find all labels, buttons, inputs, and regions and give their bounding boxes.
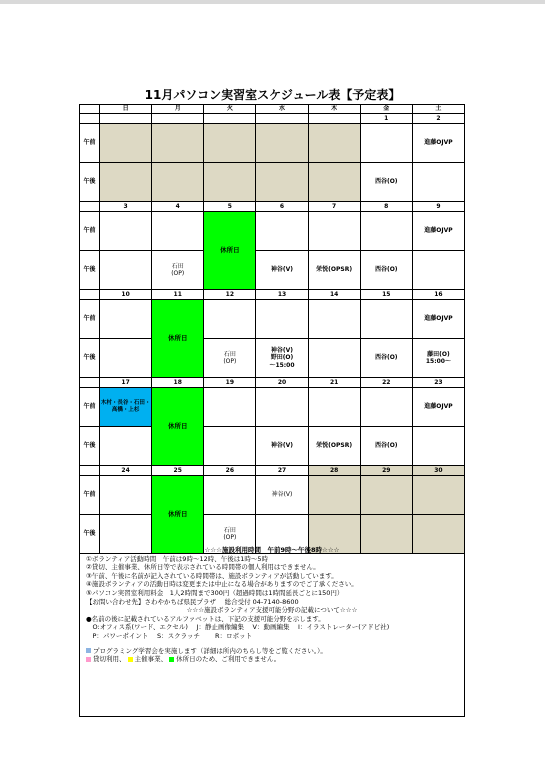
corner-cell	[80, 105, 100, 114]
date-number: 2	[412, 114, 464, 124]
schedule-cell-pm	[412, 163, 464, 202]
legend-yellow-square	[128, 657, 133, 662]
date-number: 10	[100, 290, 152, 300]
schedule-cell-am: 進藤OJVP	[412, 212, 464, 251]
weekday-tue: 火	[204, 105, 256, 114]
date-label-spacer	[80, 202, 100, 212]
am-label: 午前	[80, 300, 100, 339]
page-title: 11月パソコン実習室スケジュール表【予定表】	[144, 88, 401, 102]
schedule-cell-pm: 西谷(O)	[360, 251, 412, 290]
date-number: 12	[204, 290, 256, 300]
date-number: 5	[204, 202, 256, 212]
schedule-cell-am: 進藤OJVP	[412, 124, 464, 163]
date-number: 19	[204, 378, 256, 388]
schedule-cell-am	[256, 212, 308, 251]
schedule-cell-pm: 石田 (OP)	[204, 339, 256, 378]
holiday-cell: 休所日	[152, 476, 204, 554]
schedule-cell-am	[100, 300, 152, 339]
schedule-cell-pm	[100, 251, 152, 290]
schedule-cell-pm: 神谷(V)	[256, 427, 308, 466]
schedule-cell-am	[204, 388, 256, 427]
schedule-cell-pm	[412, 251, 464, 290]
legend-pink-square	[86, 657, 91, 662]
week-5-am-row	[80, 476, 465, 515]
schedule-cell-am	[308, 476, 360, 515]
schedule-cell-am: 進藤OJVP	[412, 388, 464, 427]
hours-heading: ☆☆☆施設利用時間 午前9時～午後8時☆☆☆	[204, 546, 340, 554]
weekday-wed: 水	[256, 105, 308, 114]
weekday-thu: 木	[308, 105, 360, 114]
schedule-cell-am	[204, 476, 256, 515]
holiday-cell: 休所日	[152, 300, 204, 378]
date-number: 15	[360, 290, 412, 300]
schedule-cell-am	[100, 212, 152, 251]
pm-label: 午後	[80, 163, 100, 202]
date-number: 26	[204, 466, 256, 476]
schedule-cell-am	[204, 124, 256, 163]
info-line-5: ⑤パソコン実習室利用料金 1人2時間まで300円（超過時間は1時間延長ごとに150円）	[86, 588, 344, 597]
week-1-pm-row	[80, 163, 465, 202]
schedule-cell-am: 神谷(V)	[256, 476, 308, 515]
support-line-3: P：パワーポイント S：スクラッチ R：ロボット	[86, 631, 253, 640]
schedule-cell-pm	[308, 339, 360, 378]
legend-line-2	[80, 655, 464, 664]
am-label: 午前	[80, 212, 100, 251]
date-number: 24	[100, 466, 152, 476]
legend-blue-square	[86, 648, 91, 653]
date-number: 30	[412, 466, 464, 476]
week-3-date-row	[80, 290, 465, 300]
date-label-spacer	[80, 466, 100, 476]
date-number: 11	[152, 290, 204, 300]
schedule-cell-pm: 神谷(V)	[256, 251, 308, 290]
schedule-cell-am	[256, 388, 308, 427]
schedule-cell-am	[360, 388, 412, 427]
weekday-fri: 金	[360, 105, 412, 114]
date-number: 17	[100, 378, 152, 388]
schedule-cell-pm: 藤田(O) 15:00～	[412, 339, 464, 378]
schedule-cell-am	[308, 388, 360, 427]
schedule-cell-am: 進藤OJVP	[412, 300, 464, 339]
am-label: 午前	[80, 124, 100, 163]
date-number: 23	[412, 378, 464, 388]
week-3-am-row	[80, 300, 465, 339]
week-4-pm-row	[80, 427, 465, 466]
schedule-cell-am: 木村・長谷・石田・高橋・上杉	[100, 388, 152, 427]
weekday-sun: 日	[100, 105, 152, 114]
legend-text-1: プログラミング学習会を実施します（詳細は所内のちらし等をご覧ください。）。	[93, 646, 327, 655]
info-line-3: ③午前、午後に名前が記入されている時間帯は、施設ボランティアが活動しています。	[86, 571, 338, 580]
schedule-cell-pm	[152, 163, 204, 202]
schedule-cell-am	[100, 476, 152, 515]
schedule-cell-pm: 神谷(V) 野田(O) ～15:00	[256, 339, 308, 378]
week-5-date-row	[80, 466, 465, 476]
schedule-cell-pm: 栄悦(OPSR)	[308, 427, 360, 466]
legend-green-square	[169, 657, 174, 662]
schedule-cell-pm: 西谷(O)	[360, 163, 412, 202]
schedule-cell-am	[360, 124, 412, 163]
pm-label: 午後	[80, 515, 100, 554]
date-number	[100, 114, 152, 124]
weekday-sat: 土	[412, 105, 464, 114]
holiday-cell: 休所日	[152, 388, 204, 466]
week-2-pm-row	[80, 251, 465, 290]
info-line-2: ②貸切、主催事業、休所日等で表示されている時間帯の個人利用はできません。	[86, 563, 320, 572]
schedule-table	[79, 104, 465, 554]
contact-line: 【お問い合わせ先】さわやかちば県民プラザ 総合受付 04-7140-8600	[86, 597, 299, 606]
support-line-1: ●名前の後に記載されているアルファベットは、下記の支援可能分野を示します。	[86, 614, 325, 623]
week-4-am-row	[80, 388, 465, 427]
week-2-am-row	[80, 212, 465, 251]
schedule-cell-am	[308, 212, 360, 251]
week-1-am-row	[80, 124, 465, 163]
date-number: 28	[308, 466, 360, 476]
schedule-cell-am	[256, 124, 308, 163]
info-line-1: ①ボランティア活動時間 午前は9時～12時、午後は1時～5時	[86, 554, 268, 563]
pm-label: 午後	[80, 427, 100, 466]
weekday-mon: 月	[152, 105, 204, 114]
schedule-cell-am	[412, 476, 464, 515]
date-number: 7	[308, 202, 360, 212]
date-number: 21	[308, 378, 360, 388]
schedule-cell-pm	[204, 163, 256, 202]
date-number	[256, 114, 308, 124]
legend-text-2a: 貸切利用、	[93, 655, 126, 664]
date-number: 27	[256, 466, 308, 476]
week-4-date-row	[80, 378, 465, 388]
pm-label: 午後	[80, 251, 100, 290]
week-3-pm-row	[80, 339, 465, 378]
week-2-date-row	[80, 202, 465, 212]
support-heading: ☆☆☆施設ボランティア支援可能分野の記載について☆☆☆	[186, 606, 358, 615]
date-number: 1	[360, 114, 412, 124]
schedule-cell-pm	[100, 163, 152, 202]
date-number	[308, 114, 360, 124]
weeks-body	[80, 114, 465, 554]
date-label-spacer	[80, 114, 100, 124]
page-top-border	[0, 0, 545, 4]
schedule-cell-pm: 石田 (OP)	[152, 251, 204, 290]
schedule-cell-pm	[256, 163, 308, 202]
date-number: 13	[256, 290, 308, 300]
week-1-date-row	[80, 114, 465, 124]
info-panel	[79, 546, 465, 717]
date-number: 22	[360, 378, 412, 388]
schedule-cell-am	[100, 124, 152, 163]
schedule-cell-pm: 栄悦(OPSR)	[308, 251, 360, 290]
date-number	[204, 114, 256, 124]
schedule-cell-pm	[100, 427, 152, 466]
date-number: 4	[152, 202, 204, 212]
schedule-cell-am	[308, 300, 360, 339]
date-label-spacer	[80, 290, 100, 300]
schedule-cell-am	[360, 212, 412, 251]
legend-text-2b: 主催事業、	[134, 655, 168, 664]
schedule-cell-am	[256, 300, 308, 339]
date-number: 25	[152, 466, 204, 476]
info-line-4: ④施設ボランティアの活動日時は変更または中止になる場合がありますのでご了承ください。	[86, 580, 358, 589]
schedule-cell-am	[152, 212, 204, 251]
date-number	[152, 114, 204, 124]
date-number: 6	[256, 202, 308, 212]
schedule-cell-am	[308, 124, 360, 163]
schedule-cell-pm	[412, 427, 464, 466]
date-number: 29	[360, 466, 412, 476]
schedule-cell-am	[360, 300, 412, 339]
schedule-cell-pm	[204, 427, 256, 466]
legend-line-1	[80, 647, 464, 656]
legend-text-2c: 休所日のため、ご利用できません。	[176, 655, 281, 664]
schedule-cell-pm	[308, 163, 360, 202]
holiday-cell: 休所日	[204, 212, 256, 290]
am-label: 午前	[80, 388, 100, 427]
date-number: 8	[360, 202, 412, 212]
date-number: 16	[412, 290, 464, 300]
support-line-2: O:オフィス系(ワード、エクセル) J：静止画像編集 V：動画編集 I：イラストレーター(アドビ社)	[86, 623, 390, 632]
schedule-cell-pm: 石田 (OP)	[204, 515, 256, 554]
date-label-spacer	[80, 378, 100, 388]
pm-label: 午後	[80, 339, 100, 378]
schedule-cell-pm: 西谷(O)	[360, 339, 412, 378]
schedule-cell-am	[204, 300, 256, 339]
date-number: 3	[100, 202, 152, 212]
date-number: 18	[152, 378, 204, 388]
schedule-cell-am	[152, 124, 204, 163]
weekday-header-row	[80, 105, 465, 114]
schedule-cell-pm: 西谷(O)	[360, 427, 412, 466]
date-number: 20	[256, 378, 308, 388]
date-number: 14	[308, 290, 360, 300]
schedule-cell-am	[360, 476, 412, 515]
am-label: 午前	[80, 476, 100, 515]
schedule-cell-pm	[100, 339, 152, 378]
date-number: 9	[412, 202, 464, 212]
